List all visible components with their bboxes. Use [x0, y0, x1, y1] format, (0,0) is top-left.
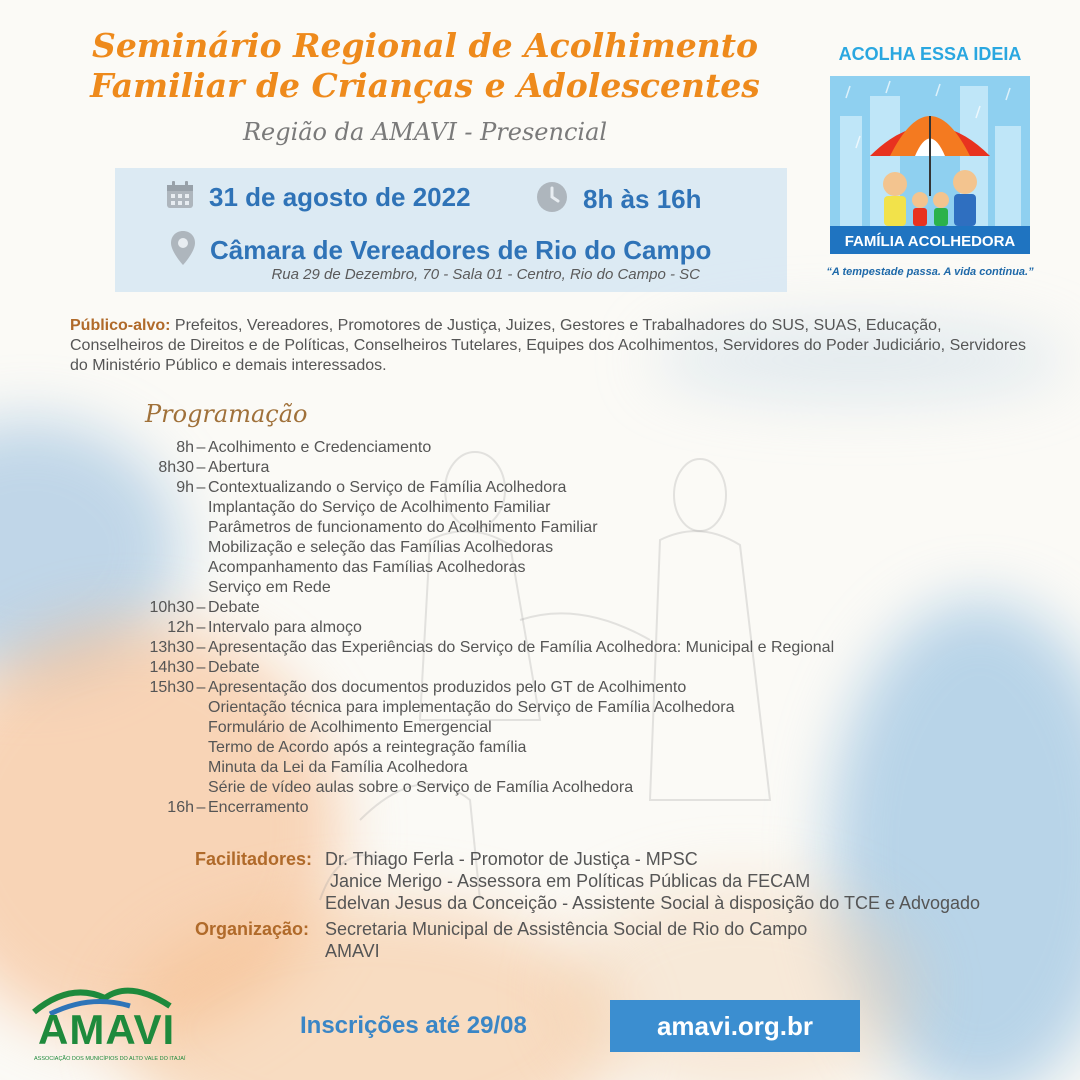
schedule-dash: –	[196, 479, 206, 496]
schedule-dash: –	[196, 599, 206, 616]
schedule-time: 12h	[167, 619, 194, 636]
facilitator-row	[195, 892, 1065, 914]
schedule-row	[100, 538, 920, 558]
schedule-text: Apresentação das Experiências do Serviço de Família Acolhedora: Municipal e Regional	[208, 639, 835, 656]
schedule-dash	[196, 498, 206, 518]
schedule-row	[100, 718, 920, 738]
title-line-1: Seminário Regional de Acolhimento	[91, 26, 758, 65]
schedule-row	[100, 578, 920, 598]
schedule-dash	[196, 518, 206, 538]
schedule-dash	[196, 758, 206, 778]
logo-slogan: “A tempestade passa. A vida continua.”	[826, 266, 1034, 278]
facilitator-name: Edelvan Jesus da Conceição - Assistente Social à disposição do TCE e Advogado	[325, 893, 981, 913]
schedule-text: Acompanhamento das Famílias Acolhedoras	[208, 559, 526, 576]
schedule-dash: –	[196, 659, 206, 676]
facilitators-section	[195, 848, 1065, 962]
schedule-text: Encerramento	[208, 799, 309, 816]
schedule-row	[100, 698, 920, 718]
familia-acolhedora-logo	[820, 44, 1040, 284]
time-row	[535, 180, 702, 219]
schedule-time	[100, 578, 194, 598]
schedule-time	[100, 738, 194, 758]
schedule-dash	[196, 698, 206, 718]
schedule-time: 8h	[176, 439, 194, 456]
schedule-row	[100, 678, 920, 698]
schedule-time	[100, 498, 194, 518]
schedule-time: 13h30	[149, 639, 194, 656]
facilitator-name: Dr. Thiago Ferla - Promotor de Justiça - MPSC	[325, 849, 698, 869]
schedule-text: Apresentação dos documentos produzidos pelo GT de Acolhimento	[208, 679, 687, 696]
schedule-text: Debate	[208, 659, 260, 676]
schedule-row	[100, 558, 920, 578]
schedule-text: Mobilização e seleção das Famílias Acolhedoras	[208, 539, 554, 556]
facilitator-name: Janice Merigo - Assessora em Políticas Públicas da FECAM	[325, 871, 811, 891]
facilitator-row	[195, 848, 1065, 870]
organization-name: Secretaria Municipal de Assistência Social de Rio do Campo	[325, 919, 808, 939]
website-button[interactable]: amavi.org.br	[610, 1000, 860, 1052]
schedule-time: 9h	[176, 479, 194, 496]
program-schedule	[100, 438, 920, 818]
schedule-dash: –	[196, 459, 206, 476]
facilitator-row	[195, 870, 1065, 892]
schedule-row	[100, 778, 920, 798]
schedule-dash: –	[196, 439, 206, 456]
schedule-time: 10h30	[149, 599, 194, 616]
date-row	[165, 180, 471, 215]
amavi-subtitle: ASSOCIAÇÃO DOS MUNICÍPIOS DO ALTO VALE DO ITAJAÍ	[34, 1056, 186, 1062]
schedule-time	[100, 518, 194, 538]
title-line-2: Familiar de Crianças e Adolescentes	[90, 66, 760, 105]
schedule-text: Intervalo para almoço	[208, 619, 362, 636]
schedule-text: Acolhimento e Credenciamento	[208, 439, 432, 456]
event-subtitle: Região da AMAVI - Presencial	[242, 118, 608, 146]
audience-text: Prefeitos, Vereadores, Promotores de Justiça, Juizes, Gestores e Trabalhadores do SUS, SUAS, Educação, Conselheiros de Direitos e de Políticas, Conselheiros Tutelares, Equipes dos Acolhimentos, Servidores do Poder Judiciário, Servidores do Ministério Público e demais interessados.	[70, 317, 1027, 374]
audience-label: Público-alvo:	[70, 317, 171, 334]
target-audience	[70, 316, 1030, 376]
schedule-text: Serviço em Rede	[208, 579, 331, 596]
schedule-row	[100, 758, 920, 778]
organization-row	[195, 918, 1065, 940]
schedule-row	[100, 478, 920, 498]
schedule-text: Minuta da Lei da Família Acolhedora	[208, 759, 468, 776]
amavi-logo	[30, 976, 186, 1070]
schedule-text: Formulário de Acolhimento Emergencial	[208, 719, 492, 736]
schedule-time: 16h	[167, 799, 194, 816]
organization-label: Organização:	[195, 919, 310, 939]
facilitators-label: Facilitadores:	[195, 849, 313, 869]
location-pin-icon	[170, 230, 196, 271]
logo-tagline: ACOLHA ESSA IDEIA	[838, 44, 1022, 64]
schedule-row	[100, 738, 920, 758]
schedule-dash: –	[196, 619, 206, 636]
venue-row	[170, 230, 711, 271]
schedule-text: Parâmetros de funcionamento do Acolhimento Familiar	[208, 519, 598, 536]
schedule-dash	[196, 718, 206, 738]
schedule-time	[100, 558, 194, 578]
schedule-row	[100, 598, 920, 618]
schedule-dash	[196, 778, 206, 798]
schedule-text: Série de vídeo aulas sobre o Serviço de Família Acolhedora	[208, 779, 634, 796]
event-venue: Câmara de Vereadores de Rio do Campo	[210, 235, 712, 265]
amavi-wordmark: AMAVI	[38, 1006, 176, 1053]
schedule-time: 15h30	[149, 679, 194, 696]
schedule-dash	[196, 738, 206, 758]
schedule-row	[100, 798, 920, 818]
schedule-dash	[196, 578, 206, 598]
schedule-row	[100, 458, 920, 478]
schedule-text: Termo de Acordo após a reintegração família	[208, 739, 527, 756]
schedule-time	[100, 778, 194, 798]
schedule-dash	[196, 538, 206, 558]
schedule-text: Contextualizando o Serviço de Família Acolhedora	[208, 479, 567, 496]
schedule-row	[100, 618, 920, 638]
registration-deadline: Inscrições até 29/08	[300, 1012, 527, 1039]
clock-icon	[535, 180, 569, 219]
schedule-row	[100, 658, 920, 678]
event-date: 31 de agosto de 2022	[209, 182, 471, 212]
schedule-row	[100, 518, 920, 538]
logo-banner-text: FAMÍLIA ACOLHEDORA	[844, 233, 1016, 250]
event-time: 8h às 16h	[583, 184, 702, 214]
schedule-dash: –	[196, 679, 206, 696]
schedule-text: Abertura	[208, 459, 270, 476]
organization-row	[195, 940, 1065, 962]
schedule-time	[100, 758, 194, 778]
schedule-dash: –	[196, 799, 206, 816]
organization-name: AMAVI	[325, 941, 380, 961]
program-title: Programação	[145, 400, 308, 428]
schedule-time	[100, 718, 194, 738]
schedule-text: Implantação do Serviço de Acolhimento Familiar	[208, 499, 551, 516]
calendar-icon	[165, 180, 195, 215]
schedule-dash: –	[196, 639, 206, 656]
schedule-time: 8h30	[158, 459, 194, 476]
schedule-row	[100, 638, 920, 658]
schedule-time	[100, 698, 194, 718]
schedule-time: 14h30	[149, 659, 194, 676]
schedule-row	[100, 438, 920, 458]
schedule-dash	[196, 558, 206, 578]
event-title	[20, 26, 830, 106]
schedule-text: Orientação técnica para implementação do Serviço de Família Acolhedora	[208, 699, 735, 716]
schedule-time	[100, 538, 194, 558]
schedule-text: Debate	[208, 599, 260, 616]
event-address: Rua 29 de Dezembro, 70 - Sala 01 - Centro, Rio do Campo - SC	[271, 266, 700, 283]
schedule-row	[100, 498, 920, 518]
